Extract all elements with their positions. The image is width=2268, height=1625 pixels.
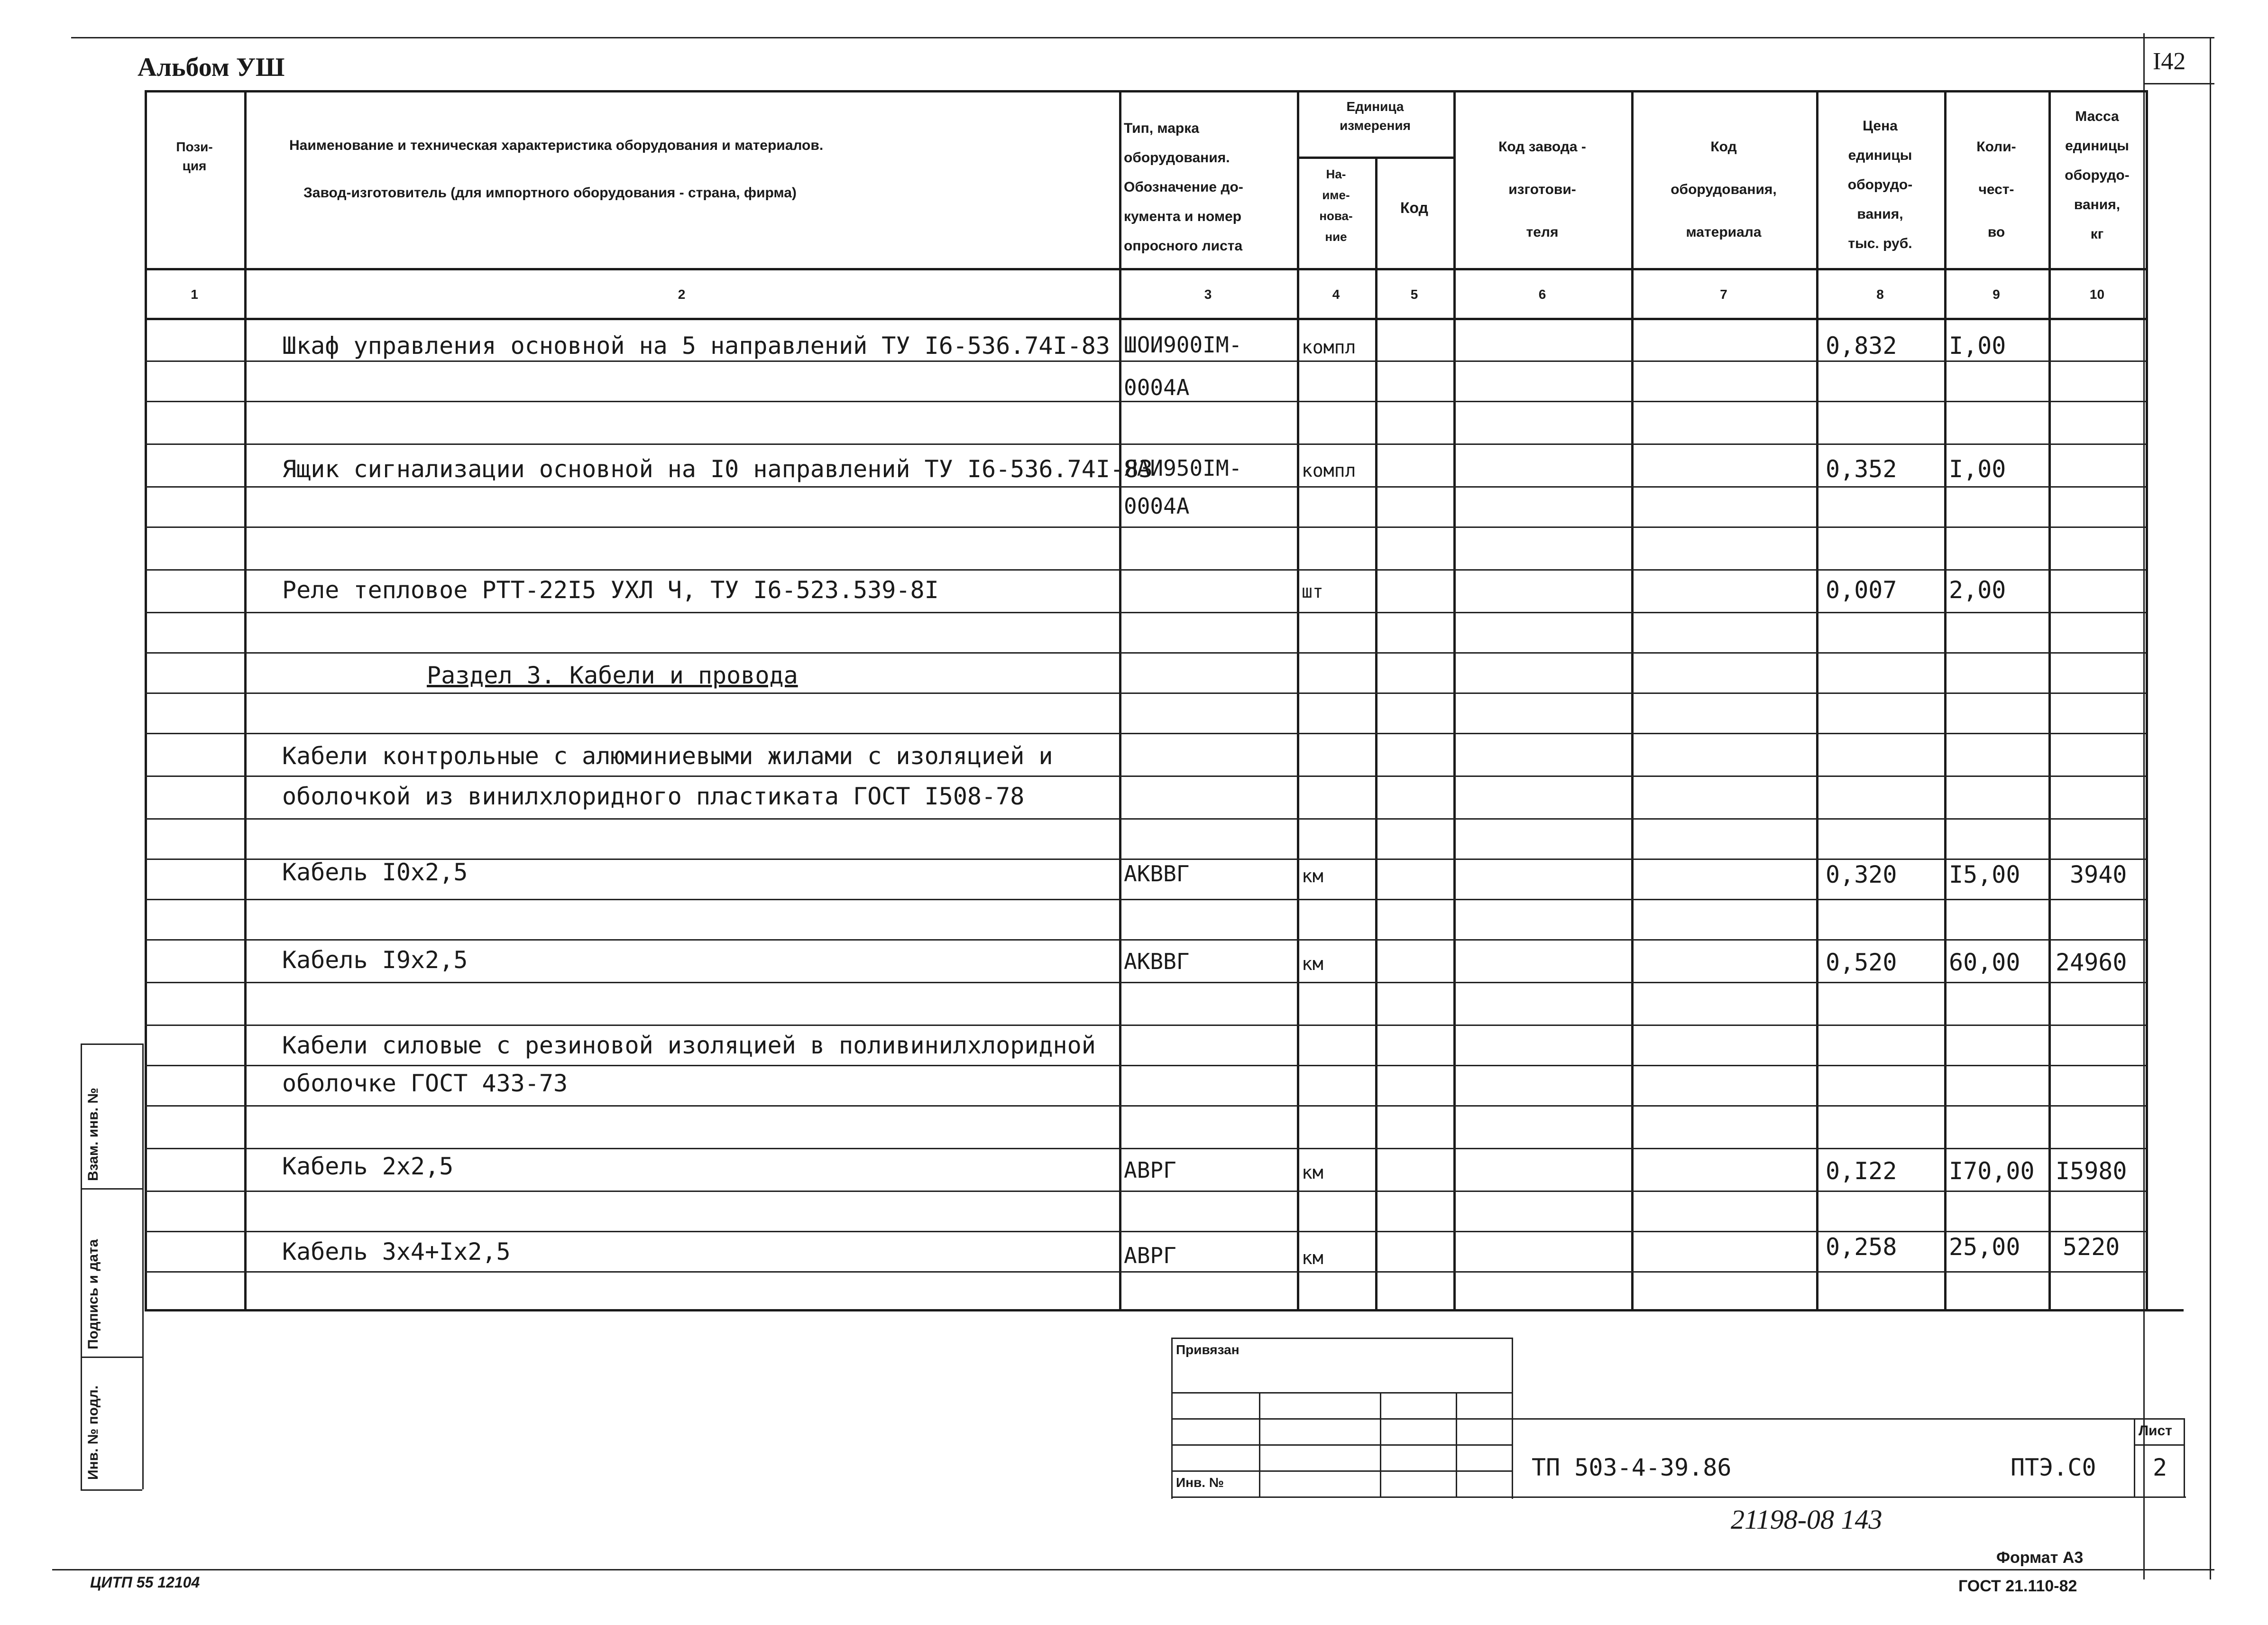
table-row-mass: 3940 (2070, 861, 2127, 888)
table-row-unit: компл (1302, 337, 1356, 358)
col-num-8: 8 (1876, 287, 1884, 302)
col-num-3: 3 (1204, 287, 1212, 302)
table-row-name: Реле тепловое РТТ-22I5 УХЛ Ч, ТУ I6-523.539-8I (282, 576, 939, 604)
col-num-6: 6 (1538, 287, 1546, 302)
sheet-number: 2 (2153, 1454, 2167, 1481)
table-row-name: Шкаф управления основной на 5 направлений ТУ I6-536.74I-83 (282, 332, 1110, 360)
col-num-4: 4 (1332, 287, 1340, 302)
table-row-qty: I70,00 (1949, 1157, 2035, 1185)
document-code: ТП 503-4-39.86 (1532, 1454, 1732, 1481)
header-factory-code: Код завода - изготови- теля (1498, 139, 1586, 240)
table-row-type: АВРГ (1124, 1157, 1176, 1183)
table-row-price: 0,320 (1826, 861, 1897, 888)
header-unit-group: Единица измерения (1340, 99, 1411, 133)
stamp-inventory: Инв. № (1176, 1475, 1224, 1490)
table-row-unit: км (1302, 1247, 1323, 1268)
table-row-unit: компл (1302, 460, 1356, 481)
header-price: Цена единицы оборудо- вания, тыс. руб. (1847, 118, 1913, 251)
header-unit-code: Код (1400, 199, 1428, 216)
format-label: Формат А3 (1996, 1549, 2084, 1567)
footer-line (52, 1569, 2214, 1570)
table-row-name: Кабели контрольные с алюминиевыми жилами с изоляцией и (282, 742, 1053, 770)
table-row-unit: км (1302, 953, 1323, 974)
sheet-label: Лист (2139, 1423, 2172, 1439)
table-row-price: 0,258 (1826, 1233, 1897, 1261)
table-row-price: 0,832 (1826, 332, 1897, 360)
table-row-name: Кабель 3х4+Iх2,5 (282, 1238, 511, 1265)
table-row-mass: I5980 (2056, 1157, 2127, 1185)
table-row-qty: I,00 (1949, 332, 2006, 360)
page-number-box-line (2143, 83, 2214, 84)
stamp-linked: Привязан (1176, 1342, 1240, 1357)
header-mass: Масса единицы оборудо- вания, кг (2065, 109, 2130, 242)
table-row-unit: шт (1302, 581, 1323, 602)
table-row-name: Кабель 2х2,5 (282, 1153, 454, 1180)
table-row-qty: 2,00 (1949, 576, 2006, 604)
table-row-name: Ящик сигнализации основной на I0 направлений ТУ I6-536.74I-83 (282, 455, 1153, 483)
header-equipment-code: Код оборудования, материала (1671, 139, 1777, 240)
side-label-signature: Подпись и дата (85, 1239, 101, 1349)
table-row-mass: 24960 (2056, 949, 2127, 976)
side-label-replace: Взам. инв. № (85, 1088, 101, 1181)
table-row-name: оболочкой из винилхлоридного пластиката ГОСТ I508-78 (282, 783, 1025, 810)
table-row-type: АКВВГ (1124, 861, 1190, 886)
table-row-price: 0,007 (1826, 576, 1897, 604)
table-row-unit: км (1302, 866, 1323, 886)
header-position: Пози- ция (176, 139, 213, 173)
table-row-qty: I,00 (1949, 455, 2006, 483)
col-num-5: 5 (1410, 287, 1418, 302)
col-num-9: 9 (1993, 287, 2000, 302)
album-title: Альбом УШ (138, 53, 285, 82)
page-number: I42 (2153, 48, 2186, 75)
table-row-name: Кабель I9х2,5 (282, 946, 468, 974)
header-name-line2: Завод-изготовитель (для импортного оборудования - страна, фирма) (303, 185, 797, 201)
top-frame-line (71, 37, 2214, 38)
table-row-name: Кабели силовые с резиновой изоляцией в поливинилхлоридной (282, 1032, 1096, 1059)
table-row-price: 0,520 (1826, 949, 1897, 976)
right-frame-line (2143, 33, 2145, 1579)
gost-label: ГОСТ 21.110-82 (1958, 1577, 2077, 1595)
table-row-price: 0,I22 (1826, 1157, 1897, 1185)
table-row-type: АКВВГ (1124, 949, 1190, 974)
table-row-qty: 60,00 (1949, 949, 2020, 976)
document-mark: ПТЭ.С0 (2011, 1454, 2096, 1481)
col-num-7: 7 (1720, 287, 1727, 302)
table-row-price: 0,352 (1826, 455, 1897, 483)
col-num-2: 2 (678, 287, 686, 302)
handwritten-number: 21198-08 143 (1731, 1504, 1882, 1535)
header-type: Тип, марка оборудования. Обозначение до- кумента и номер опросного листа (1124, 120, 1243, 254)
table-row-name: Кабель I0х2,5 (282, 859, 468, 886)
header-quantity: Коли- чест- во (1976, 139, 2016, 240)
footer-left-code: ЦИТП 55 12104 (90, 1574, 200, 1591)
header-unit-name: На- име- нова- ние (1319, 167, 1353, 244)
table-row-type: АВРГ (1124, 1243, 1176, 1268)
table-row-type: 0004А (1124, 375, 1190, 400)
col-num-1: 1 (191, 287, 198, 302)
table-row-type: ЯАИ950IМ- (1124, 455, 1242, 481)
table-row-type: 0004А (1124, 493, 1190, 519)
table-row-qty: I5,00 (1949, 861, 2020, 888)
table-row-qty: 25,00 (1949, 1233, 2020, 1261)
table-row-mass: 5220 (2063, 1233, 2120, 1261)
table-row-unit: км (1302, 1162, 1323, 1183)
table-row-name: оболочке ГОСТ 433-73 (282, 1070, 568, 1097)
col-num-10: 10 (2089, 287, 2105, 302)
section-heading: Раздел 3. Кабели и провода (427, 662, 798, 689)
header-name-line1: Наименование и техническая характеристика оборудования и материалов. (289, 138, 824, 153)
table-row-type: ШОИ900IМ- (1124, 332, 1242, 358)
side-label-inventory: Инв. № подл. (85, 1385, 101, 1480)
